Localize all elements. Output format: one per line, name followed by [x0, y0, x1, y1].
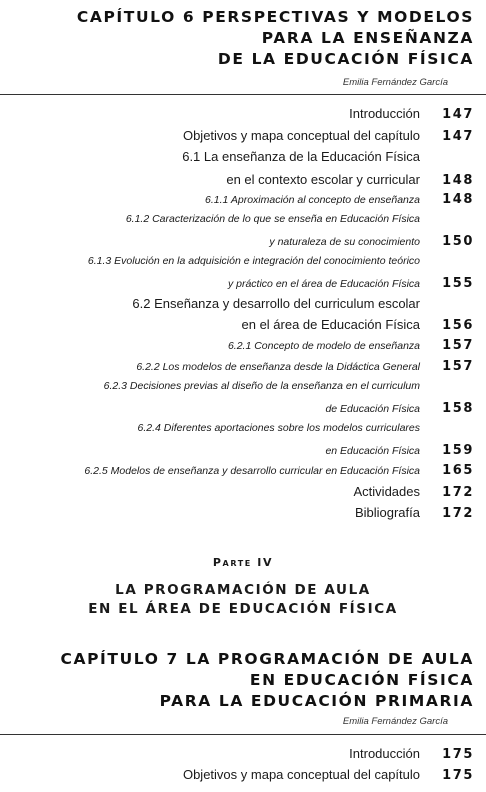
toc-entry-text: 6.2 Enseñanza y desarrollo del curriculum escolar	[132, 296, 420, 311]
toc-entry[interactable]	[325, 443, 474, 463]
toc-entry-page: 172	[442, 506, 474, 521]
toc-entry[interactable]	[269, 234, 474, 254]
toc-entry-text: de Educación Física	[325, 403, 420, 415]
chapter7-divider	[0, 734, 486, 735]
toc-entry[interactable]	[126, 213, 474, 233]
chapter7-title-line2: EN EDUCACIÓN FÍSICA	[249, 671, 474, 689]
toc-entry-text: y naturaleza de su conocimiento	[269, 236, 420, 248]
toc-entry-page: 157	[442, 359, 474, 374]
toc-entry-text: en Educación Física	[325, 445, 420, 457]
toc-entry-page: 165	[442, 463, 474, 478]
toc-entry-text: Actividades	[353, 484, 420, 499]
toc-entry[interactable]	[183, 128, 474, 148]
toc-entry-page: 159	[442, 443, 474, 458]
toc-entry-text: Objetivos y mapa conceptual del capítulo	[182, 128, 420, 143]
toc-entry-page: 175	[442, 747, 474, 762]
toc-entry-page: 157	[442, 338, 474, 353]
toc-entry[interactable]	[228, 276, 474, 296]
toc-entry[interactable]	[242, 317, 475, 337]
chapter6-divider	[0, 94, 486, 95]
toc-entry-text: 6.1.2 Caracterización de lo que se enseña en Educación Física	[125, 213, 420, 225]
toc-entry[interactable]	[349, 746, 474, 766]
chapter6-author: Emilia Fernández García	[342, 77, 448, 88]
toc-entry[interactable]	[354, 484, 474, 504]
toc-entry[interactable]	[325, 401, 474, 421]
part4-title-line1: LA PROGRAMACIÓN DE AULA	[115, 582, 371, 598]
toc-entry-text: 6.2.5 Modelos de enseñanza y desarrollo curricular en Educación Física	[84, 465, 420, 477]
toc-entry[interactable]	[84, 463, 474, 483]
toc-entry-page: 155	[442, 276, 474, 291]
chapter7-author: Emilia Fernández García	[342, 716, 448, 727]
toc-entry-page: 147	[442, 107, 474, 122]
toc-entry-text: en el contexto escolar y curricular	[226, 172, 420, 187]
toc-entry[interactable]	[136, 359, 474, 379]
toc-entry-text: 6.2.3 Decisiones previas al diseño de la enseñanza en el curriculum	[103, 380, 420, 392]
toc-entry-page: 148	[442, 192, 474, 207]
toc-entry[interactable]	[349, 106, 474, 126]
toc-entry-text: 6.1 La enseñanza de la Educación Física	[182, 149, 420, 164]
toc-entry[interactable]	[183, 767, 474, 787]
toc-entry-text: Introducción	[349, 746, 420, 761]
toc-entry-page: 175	[442, 768, 474, 783]
toc-entry[interactable]	[104, 380, 474, 400]
toc-entry-text: en el área de Educación Física	[241, 317, 420, 332]
toc-entry-text: 6.2.4 Diferentes aportaciones sobre los modelos curriculares	[137, 422, 420, 434]
part4-title-line2: EN EL ÁREA DE EDUCACIÓN FÍSICA	[88, 601, 398, 617]
toc-entry-text: 6.1.3 Evolución en la adquisición e integración del conocimiento teórico	[87, 255, 420, 267]
part4-label: Parte IV	[212, 556, 274, 569]
chapter6-title-line3: DE LA EDUCACIÓN FÍSICA	[217, 50, 474, 68]
toc-entry-page: 148	[442, 173, 474, 188]
toc-entry-text: Introducción	[349, 106, 420, 121]
chapter7-title-line3: PARA LA EDUCACIÓN PRIMARIA	[159, 692, 474, 710]
toc-entry-text: 6.2.2 Los modelos de enseñanza desde la Didáctica General	[136, 361, 420, 373]
toc-entry-page: 158	[442, 401, 474, 416]
toc-entry-page: 172	[442, 485, 474, 500]
toc-entry[interactable]	[205, 192, 474, 212]
toc-entry[interactable]	[138, 422, 474, 442]
toc-entry-text: 6.2.1 Concepto de modelo de enseñanza	[227, 340, 420, 352]
chapter6-title-line1: CAPÍTULO 6 PERSPECTIVAS Y MODELOS	[76, 8, 474, 26]
toc-entry[interactable]	[88, 255, 474, 275]
toc-entry-page: 156	[442, 318, 474, 333]
toc-entry[interactable]	[182, 149, 474, 169]
chapter6-title-line2: PARA LA ENSEÑANZA	[261, 29, 474, 47]
toc-entry-page: 150	[442, 234, 474, 249]
toc-entry-text: y práctico en el área de Educación Física	[227, 278, 420, 290]
toc-entry[interactable]	[226, 172, 474, 192]
toc-entry-text: Bibliografía	[354, 505, 420, 520]
toc-entry[interactable]	[132, 296, 474, 316]
toc-entry[interactable]	[228, 338, 474, 358]
toc-entry-page: 147	[442, 129, 474, 144]
chapter7-title-line1: CAPÍTULO 7 LA PROGRAMACIÓN DE AULA	[60, 650, 474, 668]
toc-entry-text: 6.1.1 Aproximación al concepto de enseñanza	[204, 194, 420, 206]
toc-entry-text: Objetivos y mapa conceptual del capítulo	[182, 767, 420, 782]
toc-entry[interactable]	[355, 505, 474, 525]
